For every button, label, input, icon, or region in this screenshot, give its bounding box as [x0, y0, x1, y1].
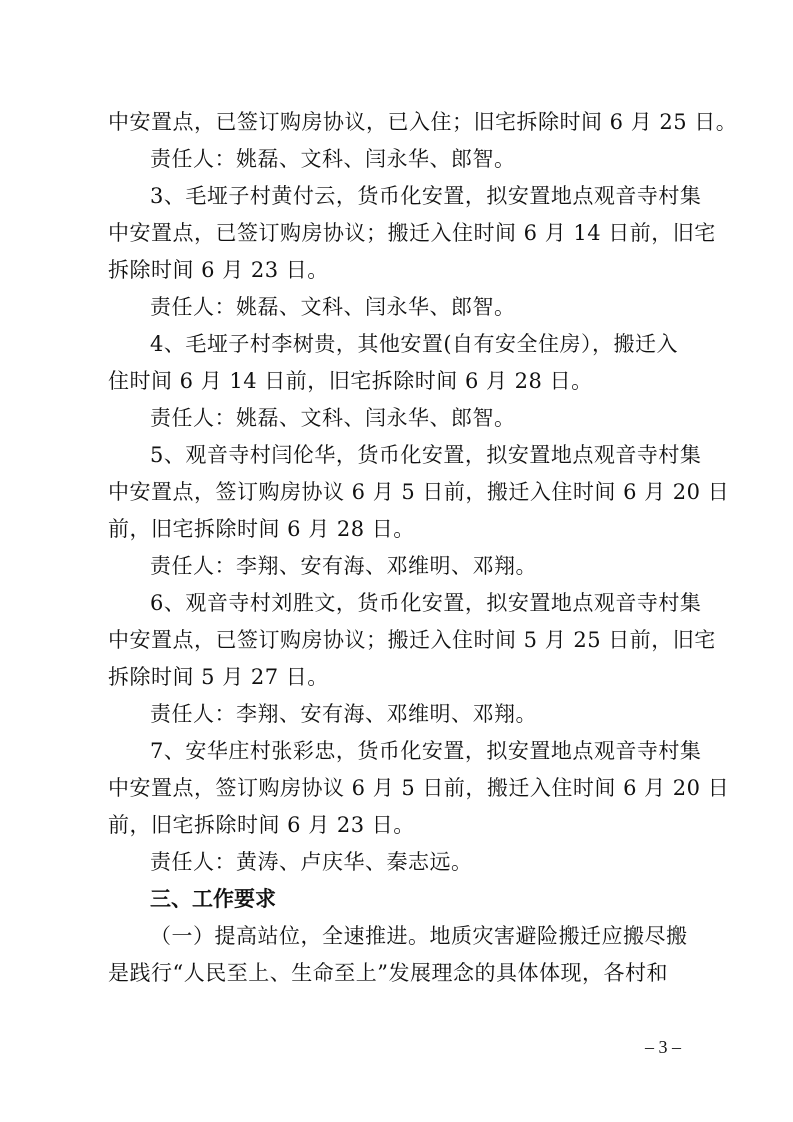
- text-line: 中安置点，已签订购房协议；搬迁入住时间 5 月 25 日前，旧宅: [108, 628, 716, 652]
- text-line: 是践行“人民至上、生命至上”发展理念的具体体现，各村和: [108, 961, 668, 985]
- responsible-persons: 责任人：姚磊、文科、闫永华、郎智。: [150, 295, 516, 319]
- responsible-persons: 责任人：李翔、安有海、邓维明、邓翔。: [150, 554, 537, 578]
- text-line: 中安置点，已签订购房协议；搬迁入住时间 6 月 14 日前，旧宅: [108, 221, 716, 245]
- text-line: 7、安华庄村张彩忠，货币化安置，拟安置地点观音寺村集: [150, 739, 702, 763]
- text-line: 3、毛垭子村黄付云，货币化安置，拟安置地点观音寺村集: [150, 184, 702, 208]
- text-line: 中安置点，已签订购房协议，已入住；旧宅拆除时间 6 月 25 日。: [108, 110, 738, 134]
- responsible-persons: 责任人：李翔、安有海、邓维明、邓翔。: [150, 702, 537, 726]
- page-number: – 3 –: [645, 1037, 681, 1057]
- text-line: 5、观音寺村闫伦华，货币化安置，拟安置地点观音寺村集: [150, 443, 702, 467]
- text-line: （一）提高站位，全速推进。地质灾害避险搬迁应搬尽搬: [150, 924, 688, 948]
- responsible-persons: 责任人：姚磊、文科、闫永华、郎智。: [150, 147, 516, 171]
- responsible-persons: 责任人：姚磊、文科、闫永华、郎智。: [150, 406, 516, 430]
- text-line: 中安置点，签订购房协议 6 月 5 日前，搬迁入住时间 6 月 20 日: [108, 480, 730, 504]
- section-heading: 三、工作要求: [150, 887, 276, 911]
- text-line: 拆除时间 5 月 27 日。: [108, 665, 329, 689]
- text-line: 中安置点，签订购房协议 6 月 5 日前，搬迁入住时间 6 月 20 日: [108, 776, 730, 800]
- text-line: 住时间 6 月 14 日前，旧宅拆除时间 6 月 28 日。: [108, 369, 593, 393]
- text-line: 前，旧宅拆除时间 6 月 23 日。: [108, 813, 415, 837]
- text-line: 前，旧宅拆除时间 6 月 28 日。: [108, 517, 415, 541]
- text-line: 拆除时间 6 月 23 日。: [108, 258, 329, 282]
- text-line: 4、毛垭子村李树贵，其他安置(自有安全住房），搬迁入: [150, 332, 679, 356]
- responsible-persons: 责任人：黄涛、卢庆华、秦志远。: [150, 850, 473, 874]
- text-line: 6、观音寺村刘胜文，货币化安置，拟安置地点观音寺村集: [150, 591, 702, 615]
